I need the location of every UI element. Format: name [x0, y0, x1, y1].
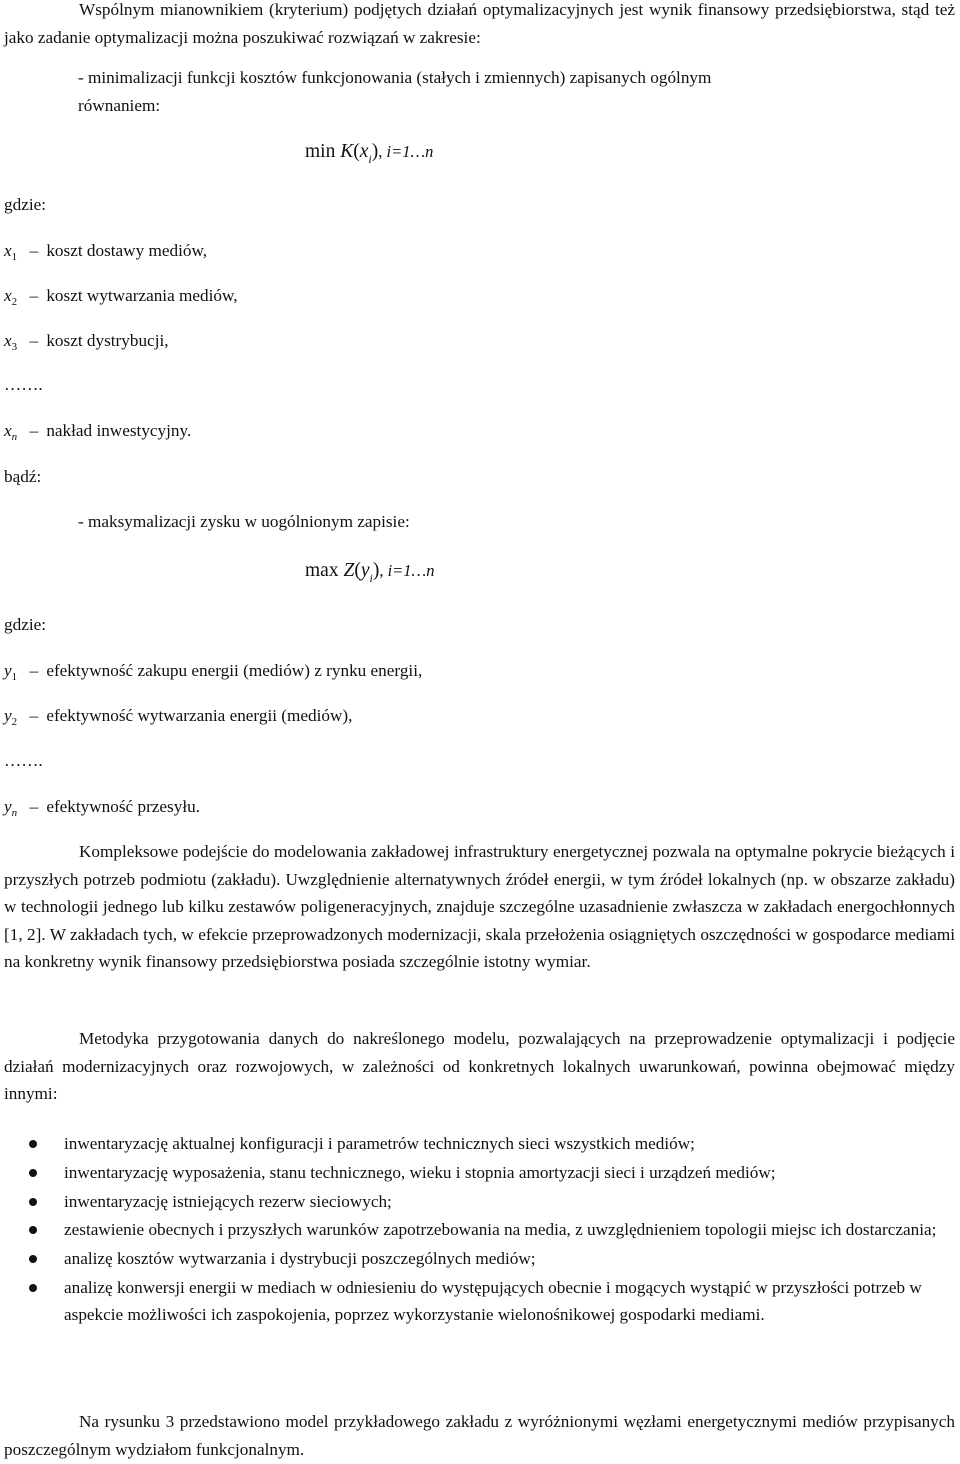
list-item: zestawienie obecnych i przyszłych warunków zapotrzebowania na media, z uwzględnieniem topologii miejsc ich dostarczania; — [24, 1216, 955, 1243]
definition-x3: $x_3$ – koszt dystrybucji, — [4, 331, 169, 353]
list-item: analizę konwersji energii w mediach w odniesieniu do występujących obecnie i mogących wystąpić w przyszłości potrzeb w aspekcie możliwości ich zaspokojenia, poprzez wykorzystanie wielonośnikowej gospodarki mediami. — [24, 1274, 955, 1329]
bullet-icon — [29, 1284, 37, 1292]
paragraph-figure-reference: Na rysunku 3 przedstawiono model przykładowego zakładu z wyróżnionymi węzłami energetycznymi mediów przypisanych poszczególnym wydziałom funkcjonalnym. — [4, 1412, 955, 1459]
minimize-line-2: równaniem: — [78, 96, 161, 115]
list-item: inwentaryzację wyposażenia, stanu technicznego, wieku i stopnia amortyzacji sieci i urządzeń mediów; — [24, 1159, 955, 1186]
formula-range: i=1…n — [387, 561, 435, 580]
formula-subscript: i — [368, 152, 372, 166]
formula-operator: min — [305, 141, 336, 162]
list-item: inwentaryzację aktualnej konfiguracji i parametrów technicznych sieci wszystkich mediów; — [24, 1130, 955, 1157]
formula-variable: x — [359, 141, 369, 162]
bullet-icon — [29, 1255, 37, 1263]
formula-variable: y — [360, 560, 370, 581]
or-label: bądź: — [4, 467, 42, 486]
intro-paragraph: Wspólnym mianownikiem (kryterium) podjętych działań optymalizacyjnych jest wynik finansowy przedsiębiorstwa, stąd też jako zadanie optymalizacji można poszukiwać rozwiązań w zakresie: — [4, 0, 955, 47]
maximize-line-1: - maksymalizacji zysku w uogólnionym zapisie: — [78, 512, 410, 531]
min-formula: $\min K(x_i)$, i=1…n — [305, 141, 434, 166]
bullet-icon — [29, 1140, 37, 1148]
definition-xn: $x_n$ – nakład inwestycyjny. — [4, 421, 192, 443]
formula-range: i=1…n — [386, 142, 434, 161]
definition-y2: $y_2$ – efektywność wytwarzania energii (mediów), — [4, 706, 353, 728]
maximize-where-label: gdzie: — [4, 615, 46, 634]
paragraph-modeling: Kompleksowe podejście do modelowania zakładowej infrastruktury energetycznej pozwala na optymalne pokrycie bieżących i przyszłych potrzeb podmiotu (zakładu). Uwzględnienie alternatywnych źródeł energii, w tym źródeł lokalnych (np. w obszarze zakładu) w technologii jednego lub kilku zestawów poligeneracyjnych, znajduje szczególne uzasadnienie zwłaszcza w zakładach energochłonnych [1, 2]. W zakładach tych, w efekcie przeprowadzonych modernizacji, skala przełożenia osiągniętych oszczędności w gospodarce mediami na konkretny wynik finansowy przedsiębiorstwa posiada szczególnie istotny wymiar. — [4, 842, 955, 972]
bullet-icon — [29, 1198, 37, 1206]
bullet-icon — [29, 1226, 37, 1234]
bullet-icon — [29, 1169, 37, 1177]
formula-function: Z — [343, 560, 355, 581]
max-formula: $\max Z(y_i)$, i=1…n — [305, 560, 435, 585]
definition-x1: $x_1$ – koszt dostawy mediów, — [4, 241, 208, 263]
methodology-bullet-list — [24, 1130, 955, 1330]
definition-yn: $y_n$ – efektywność przesyłu. — [4, 797, 201, 819]
maximize-ellipsis: ……. — [4, 751, 43, 770]
list-item: inwentaryzację istniejących rezerw sieciowych; — [24, 1188, 955, 1215]
formula-function: K — [340, 141, 354, 162]
minimize-where-label: gdzie: — [4, 195, 46, 214]
formula-operator: max — [305, 560, 339, 581]
minimize-ellipsis: ……. — [4, 375, 43, 394]
definition-x2: $x_2$ – koszt wytwarzania mediów, — [4, 286, 238, 308]
formula-subscript: i — [369, 571, 373, 585]
list-item: analizę kosztów wytwarzania i dystrybucji poszczególnych mediów; — [24, 1245, 955, 1272]
paragraph-methodology: Metodyka przygotowania danych do nakreślonego modelu, pozwalających na przeprowadzenie optymalizacji i podjęcie działań modernizacyjnych oraz rozwojowych, w zależności od konkretnych lokalnych uwarunkowań, powinna obejmować między innymi: — [4, 1029, 955, 1104]
minimize-line-1: - minimalizacji funkcji kosztów funkcjonowania (stałych i zmiennych) zapisanych ogólnym — [78, 68, 712, 87]
definition-y1: $y_1$ – efektywność zakupu energii (mediów) z rynku energii, — [4, 661, 423, 683]
